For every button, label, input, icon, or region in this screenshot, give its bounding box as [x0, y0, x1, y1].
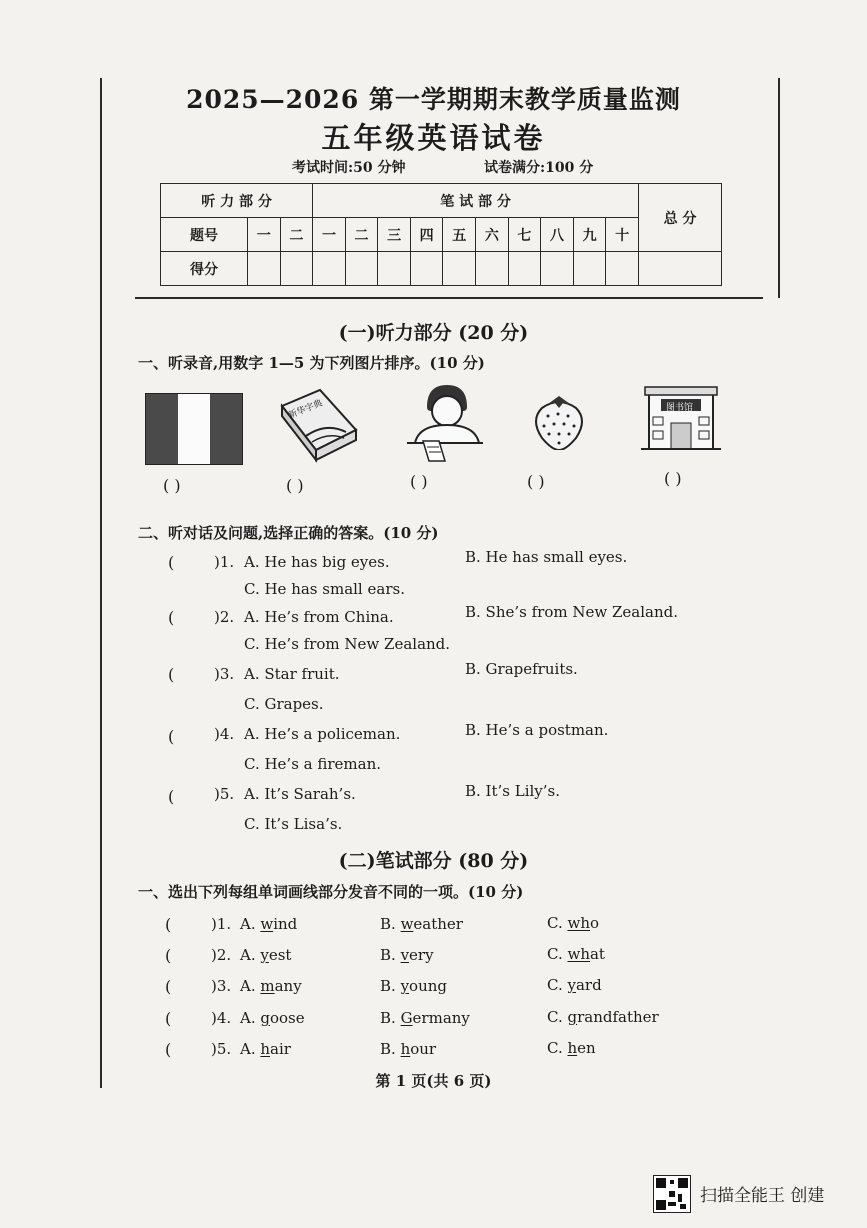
score-cell — [639, 252, 722, 286]
col-num: 五 — [443, 218, 476, 252]
option-c: C. He’s a fireman. — [244, 755, 382, 773]
score-table — [160, 183, 722, 286]
option-a: A. It’s Sarah’s. — [244, 785, 356, 803]
total-header: 总 分 — [639, 184, 722, 252]
col-num: 二 — [345, 218, 378, 252]
answer-paren-open[interactable]: ( — [165, 977, 172, 996]
score-cell — [378, 252, 411, 286]
score-cell — [573, 252, 606, 286]
option-c: C. hen — [547, 1039, 596, 1057]
qr-code-icon — [653, 1175, 691, 1213]
answer-blank[interactable]: ( ) — [286, 476, 304, 495]
option-c: C. grandfather — [547, 1008, 659, 1026]
answer-paren-open[interactable]: ( — [165, 1009, 172, 1028]
col-num: 十 — [606, 218, 639, 252]
col-num: 八 — [541, 218, 574, 252]
option-b: B. Grapefruits. — [465, 660, 578, 678]
exam-time: 考试时间:50 分钟 — [292, 160, 406, 176]
page-number: 第 1 页(共 6 页) — [375, 1072, 492, 1090]
col-num: 四 — [410, 218, 443, 252]
answer-blank[interactable]: ( ) — [410, 472, 428, 491]
score-cell — [606, 252, 639, 286]
answer-paren-open[interactable]: ( — [168, 608, 175, 627]
answer-paren-open[interactable]: ( — [168, 787, 175, 806]
question-number: )2. — [214, 608, 235, 626]
score-cell — [248, 252, 281, 286]
option-b: B. weather — [380, 915, 463, 933]
written-section-title: (二)笔试部分 (80 分) — [338, 850, 529, 872]
question-number: )5. — [211, 1040, 232, 1058]
score-cell — [476, 252, 509, 286]
library-image — [641, 383, 721, 455]
question-number: )3. — [214, 665, 235, 683]
option-c: C. yard — [547, 976, 602, 994]
option-a: A. Star fruit. — [244, 665, 340, 683]
score-cell — [443, 252, 476, 286]
option-a: A. He has big eyes. — [244, 553, 390, 571]
score-cell — [280, 252, 313, 286]
row-label-num: 题号 — [161, 218, 248, 252]
scanner-watermark: 扫描全能王 创建 — [700, 1186, 825, 1206]
option-c: C. who — [547, 914, 600, 932]
question-number: )2. — [211, 946, 232, 964]
exam-title: 2025—2026 第一学期期末教学质量监测 — [186, 85, 681, 114]
row-label-score: 得分 — [161, 252, 248, 286]
question-number: )4. — [211, 1009, 232, 1027]
col-num: 一 — [313, 218, 346, 252]
divider — [135, 297, 763, 299]
option-c: C. It’s Lisa’s. — [244, 815, 343, 833]
score-cell — [313, 252, 346, 286]
written-header: 笔 试 部 分 — [313, 184, 639, 218]
option-c: C. He has small ears. — [244, 580, 405, 598]
option-b: B. It’s Lily’s. — [465, 782, 561, 800]
option-b: B. young — [380, 977, 448, 995]
full-score: 试卷满分:100 分 — [484, 160, 594, 176]
boy-writing-image — [405, 381, 485, 463]
answer-paren-open[interactable]: ( — [168, 665, 175, 684]
answer-blank[interactable]: ( ) — [527, 472, 545, 491]
option-a: A. wind — [240, 915, 298, 933]
option-b: B. hour — [380, 1040, 437, 1058]
listening-section-title: (一)听力部分 (20 分) — [338, 322, 529, 344]
answer-paren-open[interactable]: ( — [165, 946, 172, 965]
strawberry-image — [532, 394, 586, 450]
question-number: )3. — [211, 977, 232, 995]
question-number: )1. — [214, 553, 235, 571]
col-num: 六 — [476, 218, 509, 252]
answer-paren-open[interactable]: ( — [168, 553, 175, 572]
option-b: B. Germany — [380, 1009, 470, 1027]
option-c: C. Grapes. — [244, 695, 324, 713]
library-label: 图书馆 — [666, 403, 694, 413]
option-b: B. He’s a postman. — [465, 721, 609, 739]
answer-paren-open[interactable]: ( — [168, 727, 175, 746]
option-a: A. goose — [240, 1009, 305, 1027]
flag-image — [145, 393, 243, 465]
col-num: 二 — [280, 218, 313, 252]
score-cell — [410, 252, 443, 286]
option-c: C. He’s from New Zealand. — [244, 635, 451, 653]
score-cell — [345, 252, 378, 286]
answer-blank[interactable]: ( ) — [664, 469, 682, 488]
question-number: )1. — [211, 915, 232, 933]
option-a: A. yest — [240, 946, 292, 964]
listening-header: 听 力 部 分 — [161, 184, 313, 218]
score-cell — [508, 252, 541, 286]
listening-q1-title: 一、听录音,用数字 1—5 为下列图片排序。(10 分) — [138, 354, 485, 372]
listening-q2-title: 二、听对话及问题,选择正确的答案。(10 分) — [138, 524, 439, 542]
option-a: A. He’s from China. — [244, 608, 394, 626]
question-number: )5. — [214, 785, 235, 803]
option-a: A. many — [240, 977, 302, 995]
answer-paren-open[interactable]: ( — [165, 915, 172, 934]
answer-blank[interactable]: ( ) — [163, 476, 181, 495]
option-b: B. She’s from New Zealand. — [465, 603, 678, 621]
dictionary-label: 新华字典 — [287, 398, 325, 422]
option-b: B. very — [380, 946, 434, 964]
written-q1-title: 一、选出下列每组单词画线部分发音不同的一项。(10 分) — [138, 883, 524, 901]
option-a: A. hair — [240, 1040, 291, 1058]
col-num: 一 — [248, 218, 281, 252]
col-num: 九 — [573, 218, 606, 252]
option-c: C. what — [547, 945, 605, 963]
answer-paren-open[interactable]: ( — [165, 1040, 172, 1059]
score-cell — [541, 252, 574, 286]
exam-subtitle: 五年级英语试卷 — [321, 121, 546, 155]
option-b: B. He has small eyes. — [465, 548, 628, 566]
col-num: 七 — [508, 218, 541, 252]
left-margin-line — [100, 78, 102, 1088]
option-a: A. He’s a policeman. — [244, 725, 401, 743]
col-num: 三 — [378, 218, 411, 252]
question-number: )4. — [214, 725, 235, 743]
